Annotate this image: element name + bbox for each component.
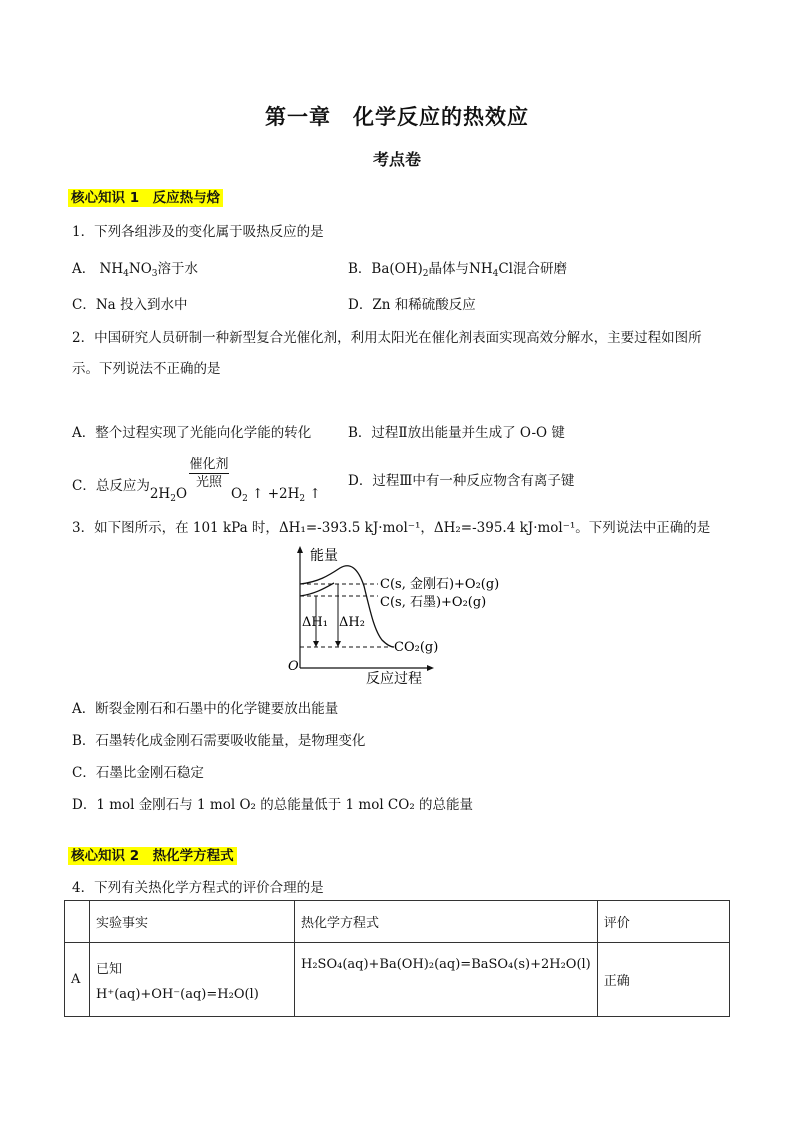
level-diamond-label: C(s, 金刚石)+O₂(g) (380, 577, 500, 592)
y-axis-arrow (297, 546, 303, 553)
dh1-label: ΔH₁ (302, 615, 328, 630)
q2-eq-cond-bottom: 光照 (196, 475, 223, 490)
table-header-cell: 热化学方程式 (295, 901, 598, 943)
q2-eq-product: $O_2$ ↑ $+2H_2$ ↑ (231, 486, 321, 504)
page-title: 第一章 化学反应的热效应 (265, 105, 529, 129)
question-3-stem (72, 516, 710, 536)
curve-graphite (300, 583, 334, 596)
section-heading-2: 核心知识 2 热化学方程式 (68, 847, 237, 865)
q1-option-a-text: 溶于水 (157, 261, 198, 277)
x-axis-arrow (427, 665, 434, 671)
level-co2-label: CO₂(g) (394, 640, 439, 655)
origin-label: O (288, 659, 299, 674)
q3-option-d: D．1 mol 金刚石与 1 mol O₂ 的总能量低于 1 mol CO₂ 的总能量 (72, 797, 474, 813)
energy-diagram (270, 538, 520, 688)
q2-option-c-label: C．总反应为 (72, 478, 150, 494)
table-header-cell: 实验事实 (90, 901, 295, 943)
q1-option-b-mid: 晶体与 (428, 261, 469, 277)
q1-option-c: C．Na 投入到水中 (72, 297, 188, 313)
fact-line-2: H⁺(aq)+OH⁻(aq)=H₂O(l) (96, 986, 259, 1002)
dh1-arrow-head (313, 641, 319, 647)
table-row (65, 943, 730, 1017)
q2-eq-arrow (189, 457, 229, 492)
q3-stem-b: 。下列说法中正确的是 (575, 520, 711, 536)
q1-option-b-formula2: $NH_4Cl$ (469, 261, 513, 279)
q2-eq-reactant: $2H_2O$ (149, 486, 188, 504)
level-graphite-label: C(s, 石墨)+O₂(g) (380, 595, 487, 610)
q3-option-a: A．断裂金刚石和石墨中的化学键要放出能量 (72, 701, 339, 717)
q2-eq-cond-top: 催化剂 (189, 457, 229, 472)
table-header-cell (65, 901, 90, 943)
q3-dh1: ΔH₁=-393.5 kJ·mol⁻¹ (278, 520, 421, 536)
q1-option-a-label: A． (72, 261, 96, 277)
fact-line-1: 已知 (96, 961, 123, 977)
question-2-stem-line1: 2．中国研究人员研制一种新型复合光催化剂，利用太阳光在催化剂表面实现高效分解水，主要过程如图所 (72, 330, 702, 346)
q3-stem-a: 3．如下图所示，在 101 kPa 时， (72, 520, 279, 536)
q2-option-a: A．整个过程实现了光能向化学能的转化 (72, 425, 312, 441)
dh2-label: ΔH₂ (339, 615, 365, 630)
y-axis-label: 能量 (310, 548, 338, 564)
q3-sep: ， (420, 520, 434, 536)
q1-option-a (72, 257, 198, 279)
dh2-arrow-head (335, 641, 341, 647)
q1-option-a-formula: $NH_4NO_3$ (99, 261, 158, 279)
q4-table (64, 900, 730, 1017)
q3-option-b: B．石墨转化成金刚石需要吸收能量，是物理变化 (72, 733, 366, 749)
table-header-cell: 评价 (597, 901, 729, 943)
page-subtitle: 考点卷 (372, 150, 421, 169)
question-2-stem-line2: 示。下列说法不正确的是 (72, 361, 221, 377)
q2-option-b: B．过程Ⅱ放出能量并生成了 O-O 键 (348, 425, 565, 441)
table-header-row (65, 901, 730, 943)
q1-option-b (348, 257, 567, 279)
q1-option-b-formula1: $Ba(OH)_2$ (371, 261, 429, 279)
evaluation-cell: 正确 (597, 943, 729, 1017)
q2-option-c (72, 457, 321, 504)
q2-option-d: D．过程Ⅲ中有一种反应物含有离子键 (348, 473, 575, 489)
q3-option-c: C．石墨比金刚石稳定 (72, 765, 204, 781)
q3-dh2: ΔH₂=-395.4 kJ·mol⁻¹ (433, 520, 576, 536)
fact-cell (90, 943, 295, 1017)
question-4-stem: 4．下列有关热化学方程式的评价合理的是 (72, 880, 324, 896)
q1-option-d: D．Zn 和稀硫酸反应 (348, 297, 476, 313)
q1-option-b-label: B． (348, 261, 372, 277)
x-axis-label: 反应过程 (366, 671, 422, 687)
q1-option-b-text: 混合研磨 (512, 261, 567, 277)
question-1-stem: 1．下列各组涉及的变化属于吸热反应的是 (72, 224, 324, 240)
row-label: A (65, 943, 90, 1017)
equation-cell: H₂SO₄(aq)+Ba(OH)₂(aq)=BaSO₄(s)+2H₂O(l) (295, 943, 598, 1017)
section-heading-1: 核心知识 1 反应热与焓 (68, 189, 223, 207)
